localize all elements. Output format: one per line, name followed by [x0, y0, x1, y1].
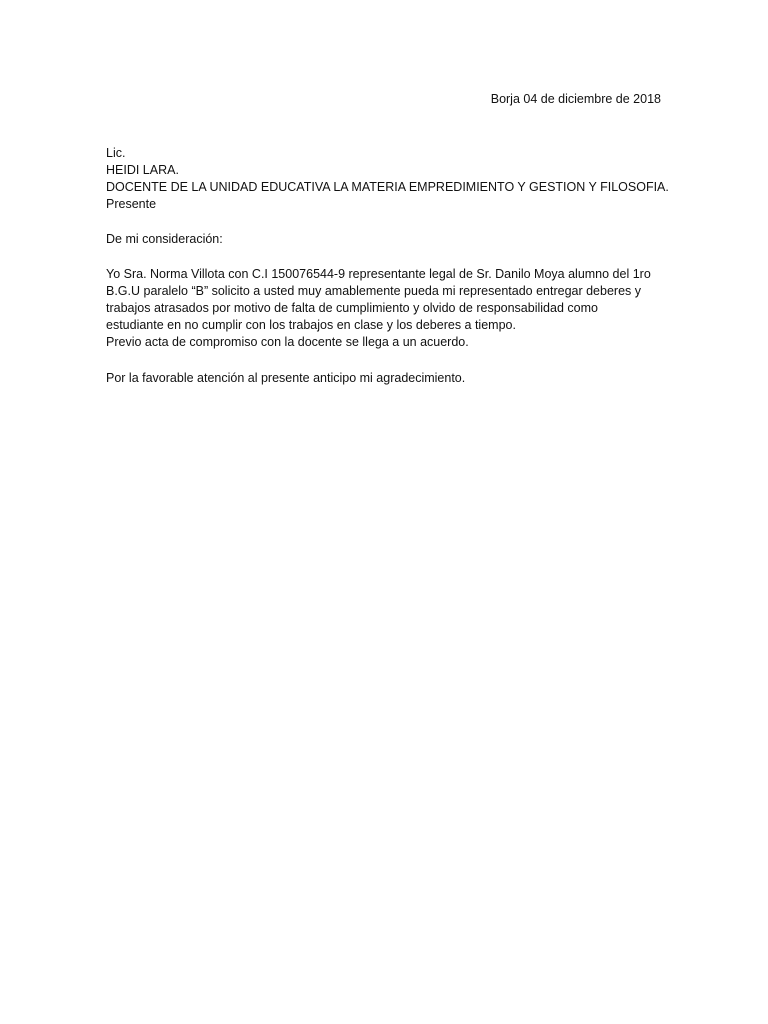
- recipient-name: HEIDI LARA.: [106, 163, 179, 177]
- recipient-block: [106, 145, 669, 213]
- salutation: De mi consideración:: [106, 232, 223, 246]
- closing-line: Por la favorable atención al presente anticipo mi agradecimiento.: [106, 371, 466, 385]
- letter-body: [106, 266, 666, 351]
- recipient-title: Lic.: [106, 146, 126, 160]
- body-line: Yo Sra. Norma Villota con C.I 150076544-9 representante legal de Sr. Danilo Moya alumno del 1ro: [106, 267, 651, 281]
- letter-date: Borja 04 de diciembre de 2018: [490, 92, 661, 106]
- recipient-presente: Presente: [106, 197, 157, 211]
- body-line: B.G.U paralelo “B” solicito a usted muy amablemente pueda mi representado entregar deberes y: [106, 284, 642, 298]
- body-line: trabajos atrasados por motivo de falta de cumplimiento y olvido de responsabilidad como: [106, 301, 598, 315]
- body-line: Previo acta de compromiso con la docente se llega a un acuerdo.: [106, 335, 469, 349]
- body-line: estudiante en no cumplir con los trabajos en clase y los deberes a tiempo.: [106, 318, 516, 332]
- recipient-position: DOCENTE DE LA UNIDAD EDUCATIVA LA MATERIA EMPREDIMIENTO Y GESTION Y FILOSOFIA.: [106, 180, 669, 194]
